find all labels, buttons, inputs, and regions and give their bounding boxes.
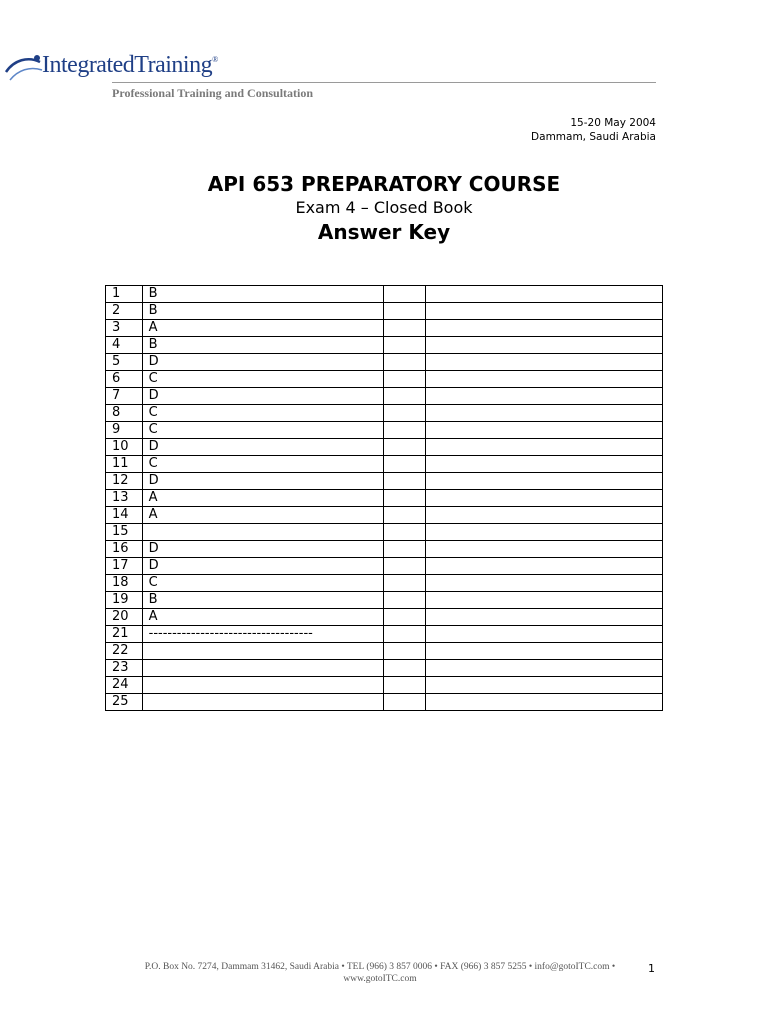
blank-cell	[384, 473, 426, 490]
blank-cell	[426, 303, 663, 320]
question-number-cell: 3	[106, 320, 143, 337]
table-row	[106, 626, 663, 643]
question-number-cell: 5	[106, 354, 143, 371]
swoosh-logo-icon	[4, 50, 44, 88]
course-date: 15-20 May 2004	[570, 117, 656, 129]
question-number-cell: 13	[106, 490, 143, 507]
table-row	[106, 371, 663, 388]
blank-cell	[384, 371, 426, 388]
blank-cell	[384, 507, 426, 524]
answer-cell: A	[142, 507, 384, 524]
question-number-cell: 19	[106, 592, 143, 609]
table-row	[106, 303, 663, 320]
date-location-block	[531, 116, 656, 144]
blank-cell	[384, 660, 426, 677]
page-footer	[115, 961, 645, 985]
document-subtitle: Exam 4 – Closed Book	[295, 198, 473, 217]
course-location: Dammam, Saudi Arabia	[531, 131, 656, 143]
blank-cell	[426, 592, 663, 609]
table-row	[106, 405, 663, 422]
answer-key-table	[105, 285, 663, 711]
blank-cell	[426, 660, 663, 677]
table-row	[106, 592, 663, 609]
table-row	[106, 388, 663, 405]
table-row	[106, 694, 663, 711]
blank-cell	[426, 524, 663, 541]
table-row	[106, 643, 663, 660]
blank-cell	[384, 439, 426, 456]
table-row	[106, 354, 663, 371]
blank-cell	[384, 405, 426, 422]
blank-cell	[384, 456, 426, 473]
blank-cell	[426, 388, 663, 405]
question-number-cell: 24	[106, 677, 143, 694]
blank-cell	[426, 575, 663, 592]
logo-wordmark: IntegratedTraining®	[42, 52, 218, 78]
question-number-cell: 1	[106, 286, 143, 303]
blank-cell	[384, 303, 426, 320]
blank-cell	[426, 286, 663, 303]
question-number-cell: 10	[106, 439, 143, 456]
question-number-cell: 4	[106, 337, 143, 354]
answer-cell: C	[142, 405, 384, 422]
blank-cell	[426, 320, 663, 337]
question-number-cell: 7	[106, 388, 143, 405]
page-number: 1	[648, 962, 655, 975]
question-number-cell: 21	[106, 626, 143, 643]
table-row	[106, 473, 663, 490]
answer-cell: D	[142, 388, 384, 405]
blank-cell	[384, 524, 426, 541]
table-row	[106, 337, 663, 354]
blank-cell	[426, 626, 663, 643]
answer-key-title: Answer Key	[317, 220, 451, 244]
blank-cell	[426, 490, 663, 507]
blank-cell	[384, 643, 426, 660]
question-number-cell: 25	[106, 694, 143, 711]
table-row	[106, 609, 663, 626]
answer-cell: A	[142, 609, 384, 626]
header-divider	[112, 82, 656, 83]
answer-cell	[142, 677, 384, 694]
answer-cell: C	[142, 371, 384, 388]
answer-cell: -----------------------------------	[142, 626, 384, 643]
question-number-cell: 8	[106, 405, 143, 422]
table-row	[106, 286, 663, 303]
blank-cell	[384, 337, 426, 354]
table-row	[106, 320, 663, 337]
table-row	[106, 422, 663, 439]
question-number-cell: 2	[106, 303, 143, 320]
blank-cell	[426, 354, 663, 371]
blank-cell	[384, 286, 426, 303]
table-row	[106, 677, 663, 694]
blank-cell	[384, 677, 426, 694]
blank-cell	[426, 422, 663, 439]
blank-cell	[384, 388, 426, 405]
table-row	[106, 541, 663, 558]
question-number-cell: 12	[106, 473, 143, 490]
table-row	[106, 490, 663, 507]
blank-cell	[426, 405, 663, 422]
blank-cell	[384, 694, 426, 711]
blank-cell	[426, 643, 663, 660]
answer-cell: D	[142, 439, 384, 456]
answer-cell: D	[142, 473, 384, 490]
blank-cell	[426, 541, 663, 558]
blank-cell	[426, 439, 663, 456]
question-number-cell: 11	[106, 456, 143, 473]
blank-cell	[384, 320, 426, 337]
blank-cell	[426, 677, 663, 694]
document-title: API 653 PREPARATORY COURSE	[207, 172, 561, 196]
blank-cell	[384, 422, 426, 439]
table-row	[106, 660, 663, 677]
table-row	[106, 575, 663, 592]
blank-cell	[426, 558, 663, 575]
answer-cell: B	[142, 303, 384, 320]
question-number-cell: 14	[106, 507, 143, 524]
blank-cell	[384, 354, 426, 371]
table-row	[106, 439, 663, 456]
blank-cell	[384, 592, 426, 609]
question-number-cell: 15	[106, 524, 143, 541]
answer-cell: D	[142, 354, 384, 371]
answer-cell	[142, 660, 384, 677]
table-row	[106, 507, 663, 524]
blank-cell	[426, 694, 663, 711]
blank-cell	[384, 626, 426, 643]
table-row	[106, 524, 663, 541]
table-row	[106, 558, 663, 575]
answer-cell: A	[142, 490, 384, 507]
blank-cell	[426, 609, 663, 626]
blank-cell	[426, 456, 663, 473]
footer-contact: P.O. Box No. 7274, Dammam 31462, Saudi Arabia • TEL (966) 3 857 0006 • FAX (966) 3 857 5255 • info@gotoITC.com •	[144, 962, 616, 972]
question-number-cell: 6	[106, 371, 143, 388]
answer-cell: D	[142, 558, 384, 575]
question-number-cell: 23	[106, 660, 143, 677]
blank-cell	[384, 575, 426, 592]
blank-cell	[384, 609, 426, 626]
answer-cell: A	[142, 320, 384, 337]
table-row	[106, 456, 663, 473]
company-tagline: Professional Training and Consultation	[112, 86, 314, 100]
question-number-cell: 9	[106, 422, 143, 439]
answer-cell	[142, 524, 384, 541]
blank-cell	[426, 371, 663, 388]
answer-cell: C	[142, 422, 384, 439]
question-number-cell: 18	[106, 575, 143, 592]
answer-cell: B	[142, 337, 384, 354]
answer-cell: D	[142, 541, 384, 558]
question-number-cell: 22	[106, 643, 143, 660]
answer-cell: B	[142, 592, 384, 609]
blank-cell	[426, 473, 663, 490]
blank-cell	[384, 490, 426, 507]
answer-cell: C	[142, 456, 384, 473]
blank-cell	[384, 558, 426, 575]
answer-cell	[142, 643, 384, 660]
question-number-cell: 16	[106, 541, 143, 558]
blank-cell	[426, 337, 663, 354]
blank-cell	[426, 507, 663, 524]
question-number-cell: 20	[106, 609, 143, 626]
blank-cell	[384, 541, 426, 558]
answer-cell: C	[142, 575, 384, 592]
answer-cell: B	[142, 286, 384, 303]
answer-cell	[142, 694, 384, 711]
document-heading	[0, 170, 768, 246]
footer-website: www.gotoITC.com	[343, 974, 417, 984]
question-number-cell: 17	[106, 558, 143, 575]
